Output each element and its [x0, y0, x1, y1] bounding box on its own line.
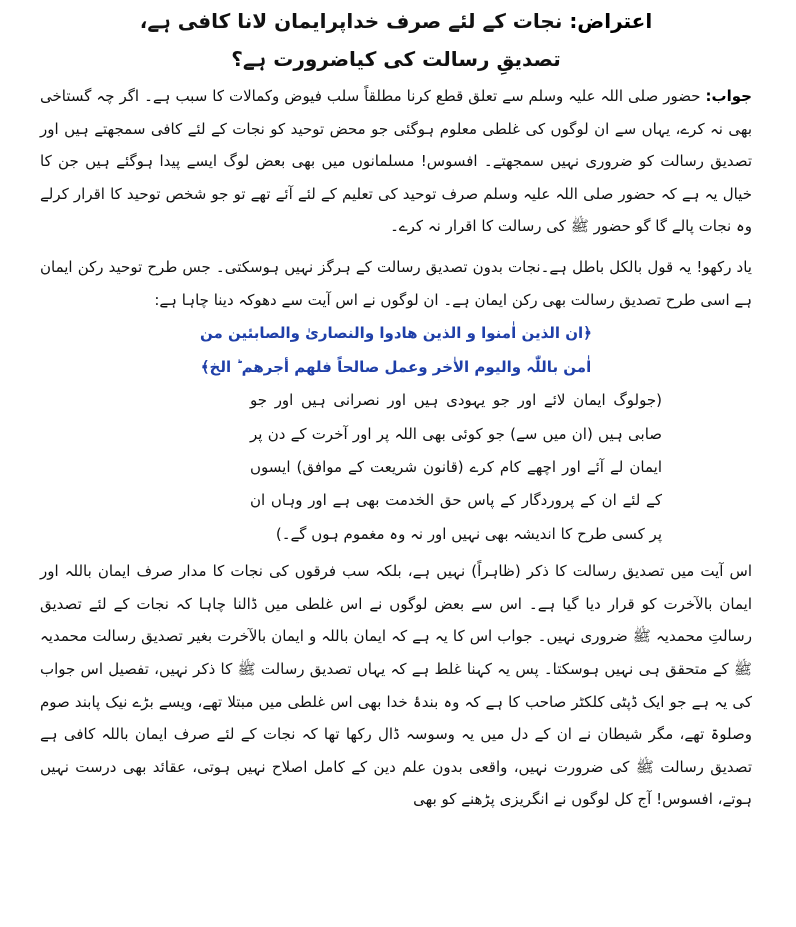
- objection-heading-line1: نجات کے لئے صرف خداپرایمان لانا کافی ہے،: [139, 9, 563, 33]
- verse-translation: (جولوگ ایمان لائے اور جو یہودی ہیں اور نصرانی ہیں اور جو صابی ہیں (ان میں سے) جو کوئی بھی اللہ پر اور آخرت کے دن پر ایمان لے آئے اور اچھے کام کرے (قانون شریعت کے موافق) ایسوں کے لئے ان کے پروردگار کے پاس حق الخدمت بھی ہے اور وہاں ان پر کسی طرح کا اندیشہ بھی نہیں اور نہ وہ مغموم ہوں گے۔): [250, 391, 662, 543]
- quran-verse-line-1: ﴿ان الذین اٰمنوا و الذین ھادوا والنصاریٰ والصابئین من: [200, 324, 592, 343]
- closing-paragraph: اس آیت میں تصدیق رسالت کا ذکر (ظاہراً) نہیں ہے، بلکہ سب فرقوں کی نجات کا مدار صرف ایمان باللہ اور ایمان بالآخرت کو قرار دیا گیا ہے۔ اس سے بعض لوگوں نے اس غلطی میں ڈالنا چاہا کہ نجات کے لئے تصدیق رسالتِ محمدیہ ﷺ ضروری نہیں۔ جواب اس کا یہ ہے کہ ایمان باللہ و ایمان بالآخرت بغیر تصدیق رسالت محمدیہ ﷺ کے متحقق ہی نہیں ہوسکتا۔ پس یہ کہنا غلط ہے کہ یہاں تصدیق رسالت ﷺ کا ذکر نہیں، تفصیل اس جواب کی یہ ہے جو ایک ڈپٹی کلکٹر صاحب کا ہے کہ وہ بندۂ خدا بھی اس غلطی میں مبتلا تھے، ویسے بڑے نیک پابند صوم وصلوۃ تھے، مگر شیطان نے ان کے دل میں یہ وسوسہ ڈال رکھا تھا کہ نجات کے لئے صرف ایمان باللہ کافی ہے تصدیق رسالت ﷺ کی ضرورت نہیں، واقعی بدون علم دین کے کامل اصلاح نہیں ہوتی، عقائد بھی درست نہیں ہوتے، افسوس! آج کل لوگوں نے انگریزی پڑھنے کو بھی: [40, 562, 752, 809]
- answer-label: جواب:: [705, 87, 752, 105]
- quran-verse-line-2: اٰمن باللّٰہ والیوم الاٰخر وعمل صالحاً فلھم أجرھم ؕ الخ﴾: [200, 358, 592, 377]
- answer-paragraph-1: [40, 80, 752, 243]
- answer-paragraph-1-text: حضور صلی اللہ علیہ وسلم سے تعلق قطع کرنا مطلقاً سلب فیوض وکمالات کا سبب ہے۔ اگر چہ گستاخی بھی نہ کرے، یہاں سے ان لوگوں کی غلطی معلوم ہوگئی جو محض توحید کو نجات کے لئے کافی سمجھتے ہیں اور تصدیق رسالت کو ضروری نہیں سمجھتے۔ افسوس! مسلمانوں میں بھی بعض لوگ ایسے پیدا ہوگئے ہیں جن کا خیال یہ ہے کہ حضور صلی اللہ علیہ وسلم صرف توحید کی تعلیم کے لئے آئے تھے تو جو شخص توحید کا اقرار کرلے وہ نجات پالے گا گو حضور ﷺ کی رسالت کا اقرار نہ کرے۔: [40, 87, 752, 236]
- answer-paragraph-2: یاد رکھو! یہ قول بالکل باطل ہے۔نجات بدون تصدیق رسالت کے ہرگز نہیں ہوسکتی۔ جس طرح توحید رکن ایمان ہے اسی طرح تصدیق رسالت بھی رکن ایمان ہے۔ ان لوگوں نے اس آیت سے دھوکہ دینا چاہا ہے:: [40, 257, 752, 309]
- objection-heading: [40, 4, 752, 38]
- objection-label: اعتراض:: [569, 9, 653, 33]
- objection-heading-line2: تصدیقِ رسالت کی کیاضرورت ہے؟: [231, 47, 561, 71]
